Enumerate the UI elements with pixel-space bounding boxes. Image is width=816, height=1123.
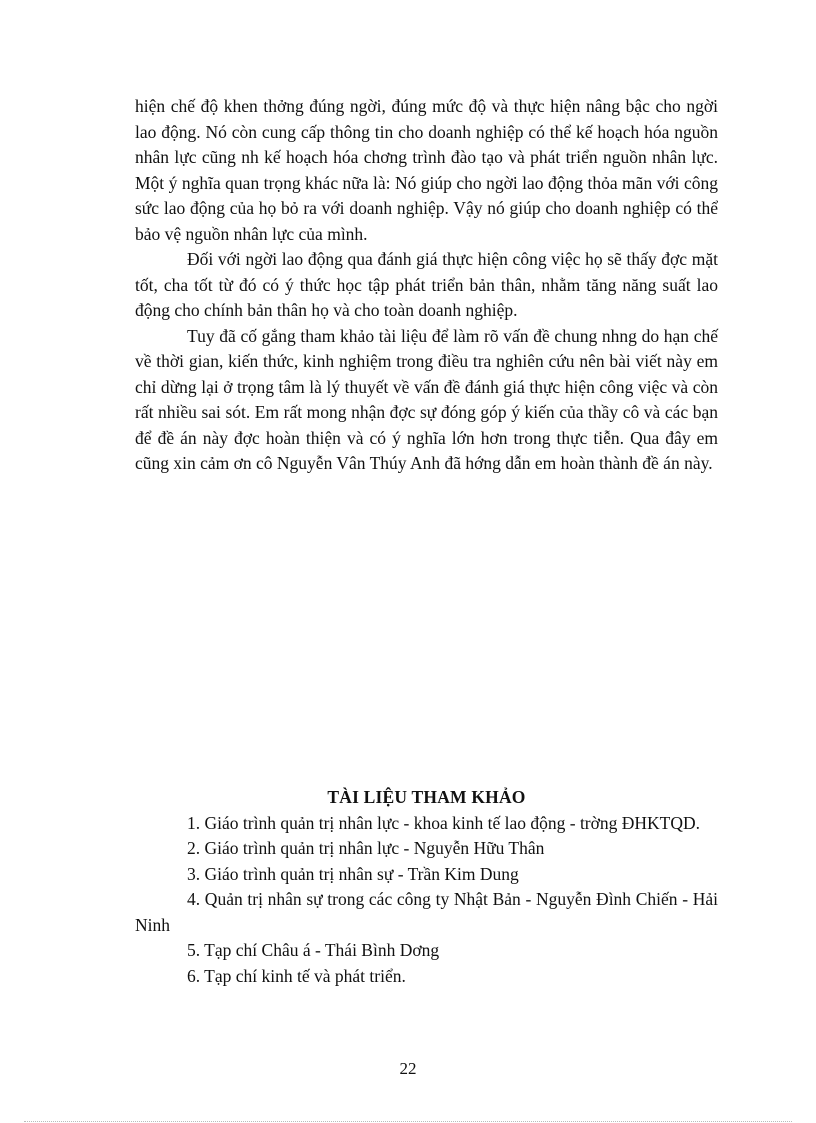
paragraph: Tuy đã cố gắng tham khảo tài liệu để làm rõ vấn đề chung nhng do hạn chế về thời gian, kiến thức, kinh nghiệm trong điều tra nghiên cứu nên bài viết này em chỉ dừng lại ở trọng tâm là lý thuyết về vấn đề đánh giá thực hiện công việc và còn rất nhiều sai sót. Em rất mong nhận đợc sự đóng góp ý kiến của thầy cô và các bạn để đề án này đợc hoàn thiện và có ý nghĩa lớn hơn trong thực tiễn. Qua đây em cũng xin cảm ơn cô Nguyễn Vân Thúy Anh đã hớng dẫn em hoàn thành đề án này.	[135, 325, 718, 473]
references-section	[135, 785, 718, 989]
page-bottom-rule	[24, 1121, 792, 1122]
paragraph: Đối với ngời lao động qua đánh giá thực hiện công việc họ sẽ thấy đợc mặt tốt, cha tốt từ đó có ý thức học tập phát triển bản thân, nhằm tăng năng suất lao động cho chính bản thân họ và cho toàn doanh nghiệp.	[135, 249, 718, 320]
reference-item: 3. Giáo trình quản trị nhân sự - Trần Kim Dung	[187, 863, 519, 884]
reference-item: 2. Giáo trình quản trị nhân lực - Nguyễn Hữu Thân	[187, 838, 545, 858]
references-title: TÀI LIỆU THAM KHẢO	[327, 787, 526, 807]
reference-item: 5. Tạp chí Châu á - Thái Bình Dơng	[187, 940, 440, 960]
reference-item: 4. Quản trị nhân sự trong các công ty Nhật Bản - Nguyễn Đình Chiến - Hải Ninh	[135, 889, 718, 935]
body-text	[135, 94, 718, 477]
reference-item: 6. Tạp chí kinh tế và phát triển.	[187, 965, 406, 986]
page-number: 22	[399, 1059, 417, 1078]
paragraph: hiện chế độ khen thởng đúng ngời, đúng mức độ và thực hiện nâng bậc cho ngời lao động. Nó còn cung cấp thông tin cho doanh nghiệp có thể kế hoạch hóa nguồn nhân lực cũng nh kế hoạch hóa chơng trình đào tạo và phát triển nguồn nhân lực. Một ý nghĩa quan trọng khác nữa là: Nó giúp cho ngời lao động thỏa mãn với công sức lao động của họ bỏ ra với doanh nghiệp. Vậy nó giúp cho doanh nghiệp có thể bảo vệ nguồn nhân lực của mình.	[135, 96, 718, 244]
reference-item: 1. Giáo trình quản trị nhân lực - khoa kinh tế lao động - trờng ĐHKTQD.	[187, 812, 701, 833]
